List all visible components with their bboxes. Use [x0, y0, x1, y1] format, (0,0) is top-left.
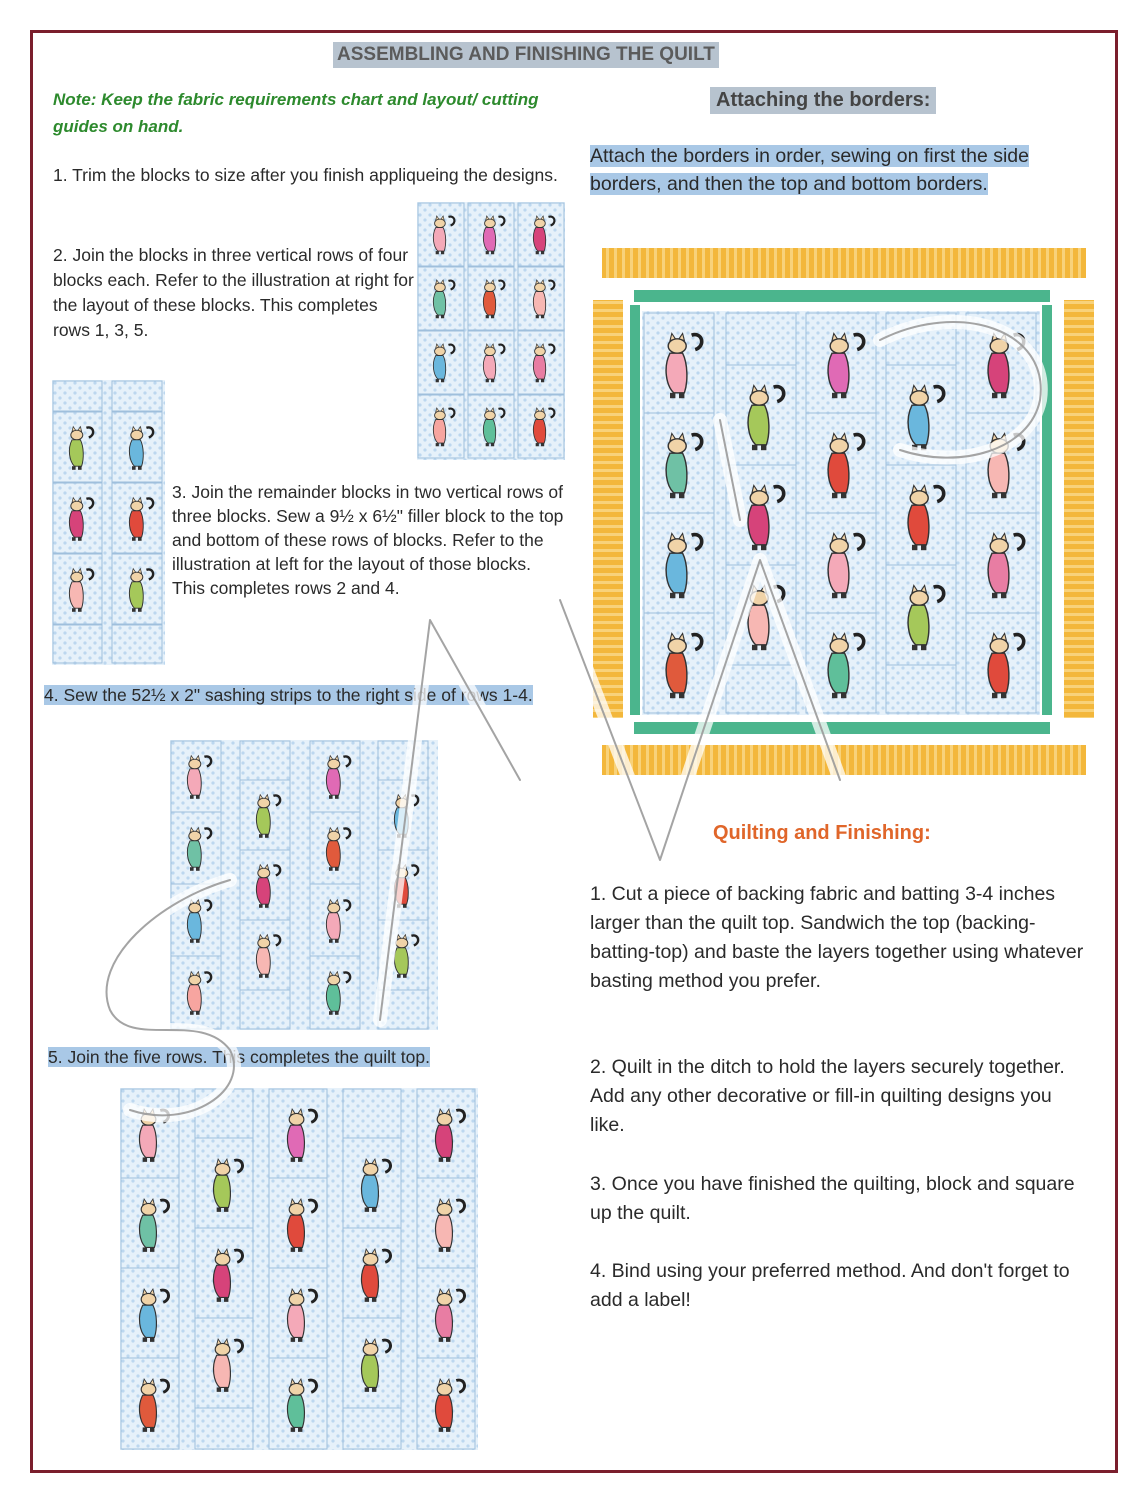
step-4-highlight: 4. Sew the 52½ x 2" sashing strips to the right side of rows 1-4. — [44, 685, 533, 705]
quilt-top-illustration — [120, 1088, 478, 1450]
step-4-text — [44, 683, 566, 708]
step-1-text: 1. Trim the blocks to size after you finish appliqueing the designs. — [53, 165, 558, 185]
borders-text — [590, 142, 1085, 198]
step-2-text: 2. Join the blocks in three vertical rows of four blocks each. Refer to the illustration at right for the layout of these blocks. This completes rows 1, 3, 5. — [53, 245, 414, 340]
quilting-step-2: 2. Quilt in the ditch to hold the layers securely together. Add any other decorative or fill-in quilting designs you like. — [590, 1056, 1065, 1136]
quilting-step-3: 3. Once you have finished the quilting, block and square up the quilt. — [590, 1173, 1075, 1224]
borders-illustration — [590, 245, 1100, 780]
rows-1-3-5-illustration — [417, 202, 565, 460]
page-title: ASSEMBLING AND FINISHING THE QUILT — [333, 42, 719, 68]
quilting-heading: Quilting and Finishing: — [713, 822, 931, 844]
quilting-step-4: 4. Bind using your preferred method. And don't forget to add a label! — [590, 1260, 1070, 1311]
borders-heading: Attaching the borders: — [710, 87, 936, 114]
borders-text-highlight: Attach the borders in order, sewing on first the side borders, and then the top and bottom borders. — [590, 145, 1029, 195]
step-3-text: 3. Join the remainder blocks in two vertical rows of three blocks. Sew a 9½ x 6½" filler block to the top and bottom of these rows of blocks. Refer to the illustration at left for the layout of those blocks. This completes rows 2 and 4. — [172, 482, 564, 598]
step-5-text — [48, 1045, 538, 1070]
note-text: Note: Keep the fabric requirements chart and layout/ cutting guides on hand. — [53, 90, 539, 136]
sashed-rows-illustration — [170, 740, 438, 1030]
rows-2-4-illustration — [52, 380, 165, 665]
step-5-highlight: 5. Join the five rows. This completes the quilt top. — [48, 1047, 430, 1067]
quilting-step-1: 1. Cut a piece of backing fabric and batting 3-4 inches larger than the quilt top. Sandwich the top (backing-batting-top) and baste the layers together using whatever basting method you prefer. — [590, 883, 1084, 992]
